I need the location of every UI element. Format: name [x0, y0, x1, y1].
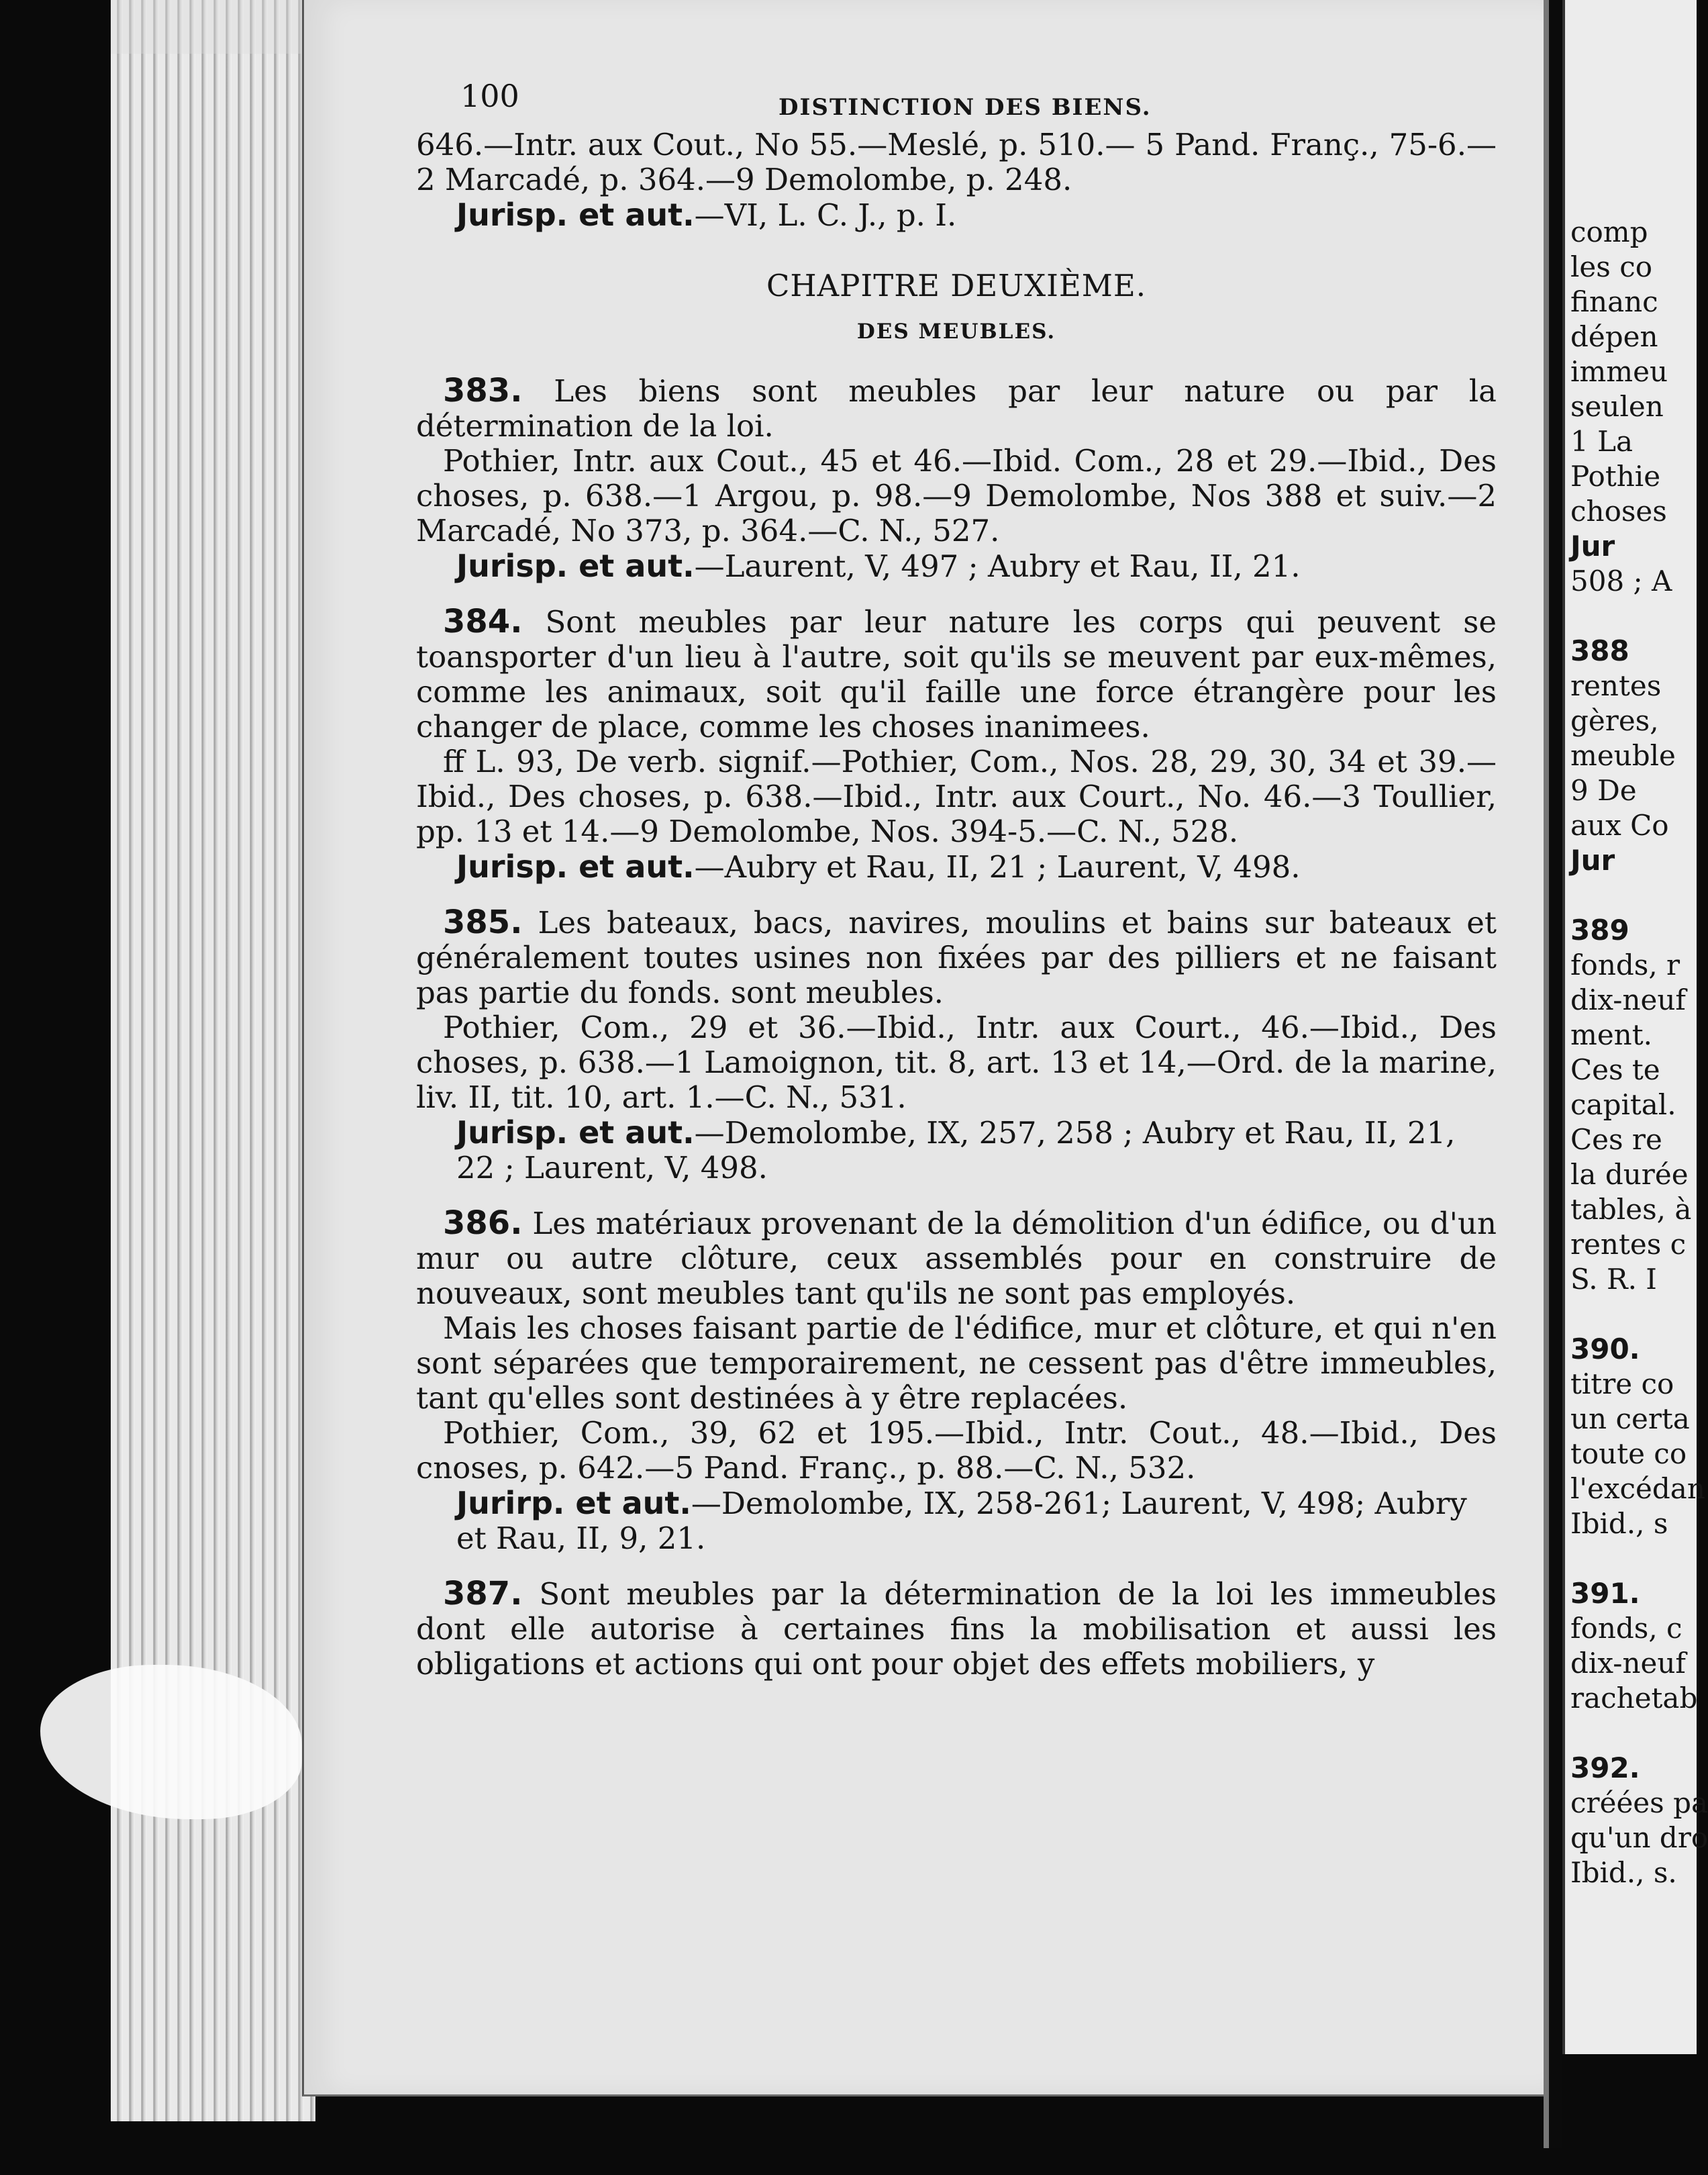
article-number: 385. — [443, 904, 523, 941]
article-refs: Pothier, Com., 29 et 36.—Ibid., Intr. aux Court., 46.—Ibid., Des choses, p. 638.—1 Lamoignon, tit. 8, art. 13 et 14,—Ord. de la marine, liv. II, tit. 10, art. 1.—C. N., 531. — [416, 1010, 1497, 1115]
binding-gap — [1549, 0, 1562, 2148]
facing-page-fragment: Ces te — [1570, 1053, 1660, 1086]
facing-page-fragment: dix-neuf — [1570, 983, 1686, 1016]
facing-page-fragment: 390. — [1570, 1333, 1640, 1365]
facing-page-fragment: comp — [1570, 215, 1648, 248]
facing-page-fragment — [1570, 1716, 1698, 1751]
carryover-text: 646.—Intr. aux Cout., No 55.—Meslé, p. 510.— 5 Pand. Franç., 75-6.—2 Marcadé, p. 364.—9 Demolombe, p. 248. — [416, 127, 1497, 197]
facing-page-fragment: 508 ; A — [1570, 565, 1672, 597]
facing-page-fragment: Pothie — [1570, 460, 1661, 493]
page-number: 100 — [460, 78, 519, 114]
article-text: 384. Sont meubles par leur nature les corps qui peuvent se toansporter d'un lieu à l'autre, soit qu'ils se meuvent par eux-mêmes, comme les animaux, soit qu'il faille une force étrangère pour les changer de place, comme les choses inanimees. — [416, 603, 1497, 744]
section-title: DES MEUBLES. — [856, 320, 1056, 344]
article-jurisp: Jurirp. et aut.—Demolombe, IX, 258-261; Laurent, V, 498; Aubry et Rau, II, 9, 21. — [456, 1485, 1467, 1556]
facing-page-fragment: Ibid., s. — [1570, 1856, 1677, 1889]
article-number: 386. — [443, 1204, 523, 1242]
facing-page-fragment: ment. — [1570, 1018, 1652, 1051]
article-number: 387. — [443, 1575, 523, 1612]
article-386 — [416, 1206, 1497, 1556]
facing-page-fragment: tables, à — [1570, 1193, 1692, 1226]
facing-page-fragment — [1570, 878, 1698, 913]
article-383 — [416, 373, 1497, 584]
facing-page-fragment: meuble — [1570, 739, 1676, 772]
article-text-2: Mais les choses faisant partie de l'édifice, mur et clôture, et qui n'en sont séparées que temporairement, ne cessent pas d'être immeubles, tant qu'elles sont destinées à y être replacées. — [416, 1310, 1497, 1416]
article-384 — [416, 604, 1497, 885]
facing-page-fragment: 392. — [1570, 1751, 1640, 1784]
page-text — [416, 74, 1497, 1702]
facing-page-fragment: qu'un dro — [1570, 1821, 1708, 1854]
facing-page-fragment: toute co — [1570, 1437, 1687, 1470]
carryover-jurisp — [456, 197, 1497, 233]
facing-page-fragment — [1570, 1297, 1698, 1332]
facing-page-fragment: financ — [1570, 285, 1658, 318]
facing-page-fragment: gères, — [1570, 704, 1659, 737]
facing-page-fragment: immeu — [1570, 355, 1668, 388]
facing-page-fragment: dépen — [1570, 320, 1658, 353]
facing-page-fragment: un certa — [1570, 1402, 1690, 1435]
facing-page-fragment: aux Co — [1570, 809, 1669, 842]
article-number: 384. — [443, 603, 523, 640]
facing-page-fragment: les co — [1570, 250, 1653, 283]
facing-page-column — [1570, 215, 1708, 1890]
article-385 — [416, 905, 1497, 1186]
article-text: 385. Les bateaux, bacs, navires, moulins et bains sur bateaux et généralement toutes usines non fixées par des pilliers et ne faisant pas partie du fonds. sont meubles. — [416, 904, 1497, 1010]
article-text: 386. Les matériaux provenant de la démolition d'un édifice, ou d'un mur ou autre clôture, ceux assemblés pour en construire de nouveaux, sont meubles tant qu'ils ne sont pas employés. — [416, 1204, 1497, 1311]
facing-page-fragment: S. R. I — [1570, 1263, 1657, 1296]
facing-page-fragment: capital. — [1570, 1088, 1676, 1121]
facing-page-fragment: Ces re — [1570, 1123, 1662, 1156]
facing-page-fragment — [1570, 1541, 1698, 1576]
jurisp-label: Jurisp. et aut. — [456, 197, 695, 233]
page-gutter — [1544, 0, 1549, 2148]
facing-page-fragment: fonds, r — [1570, 949, 1680, 981]
article-jurisp: Jurisp. et aut.—Aubry et Rau, II, 21 ; Laurent, V, 498. — [456, 849, 1301, 885]
article-387 — [416, 1576, 1497, 1682]
facing-page-fragment: 388 — [1570, 634, 1629, 667]
running-head — [416, 74, 1497, 128]
facing-page-fragment: Jur — [1570, 530, 1615, 563]
facing-page-fragment: titre co — [1570, 1367, 1674, 1400]
article-text: 387. Sont meubles par la détermination de la loi les immeubles dont elle autorise à certaines fins la mobilisation et aussi les obligations et actions qui ont pour objet des effets mobiliers, y — [416, 1575, 1497, 1682]
facing-page-fragment — [1570, 599, 1698, 634]
article-jurisp: Jurisp. et aut.—Demolombe, IX, 257, 258 ; Aubry et Rau, II, 21, 22 ; Laurent, V, 498. — [456, 1114, 1456, 1186]
jurisp-text: —VI, L. C. J., p. I. — [694, 197, 957, 233]
facing-page-fragment: 391. — [1570, 1577, 1640, 1610]
article-refs: Pothier, Com., 39, 62 et 195.—Ibid., Intr. Cout., 48.—Ibid., Des cnoses, p. 642.—5 Pand. Franç., p. 88.—C. N., 532. — [416, 1415, 1497, 1486]
facing-page-fragment: la durée — [1570, 1158, 1689, 1191]
chapter-title: CHAPITRE DEUXIÈME. — [766, 268, 1147, 303]
facing-page-fragment: l'excédan — [1570, 1472, 1705, 1505]
facing-page-fragment: choses — [1570, 495, 1667, 528]
running-title: DISTINCTION DES BIENS. — [778, 94, 1152, 121]
facing-page-fragment: créées pa — [1570, 1786, 1708, 1819]
article-number: 383. — [443, 372, 523, 409]
article-text: 383. Les biens sont meubles par leur nature ou par la détermination de la loi. — [416, 372, 1497, 444]
facing-page-fragment: Ibid., s — [1570, 1507, 1668, 1540]
facing-page-fragment: rentes — [1570, 669, 1662, 702]
article-refs: Pothier, Intr. aux Cout., 45 et 46.—Ibid. Com., 28 et 29.—Ibid., Des choses, p. 638.—1 Argou, p. 98.—9 Demolombe, Nos 388 et suiv.—2 Marcadé, No 373, p. 364.—C. N., 527. — [416, 443, 1497, 548]
facing-page-fragment: rachetab — [1570, 1682, 1698, 1714]
facing-page-fragment: Jur — [1570, 844, 1615, 877]
facing-page-fragment: dix-neuf — [1570, 1647, 1686, 1680]
facing-page-fragment: 1 La — [1570, 425, 1634, 458]
facing-page-fragment: rentes c — [1570, 1228, 1687, 1261]
facing-page-fragment: 9 De — [1570, 774, 1637, 807]
facing-page-fragment: 389 — [1570, 914, 1629, 947]
facing-page-fragment: seulen — [1570, 390, 1664, 423]
article-jurisp: Jurisp. et aut.—Laurent, V, 497 ; Aubry et Rau, II, 21. — [456, 548, 1301, 584]
facing-page-fragment: fonds, c — [1570, 1612, 1682, 1645]
article-refs: ff L. 93, De verb. signif.—Pothier, Com., Nos. 28, 29, 30, 34 et 39.—Ibid., Des choses, p. 638.—Ibid., Intr. aux Court., No. 46.—3 Toullier, pp. 13 et 14.—9 Demolombe, Nos. 394-5.—C. N., 528. — [416, 744, 1497, 849]
